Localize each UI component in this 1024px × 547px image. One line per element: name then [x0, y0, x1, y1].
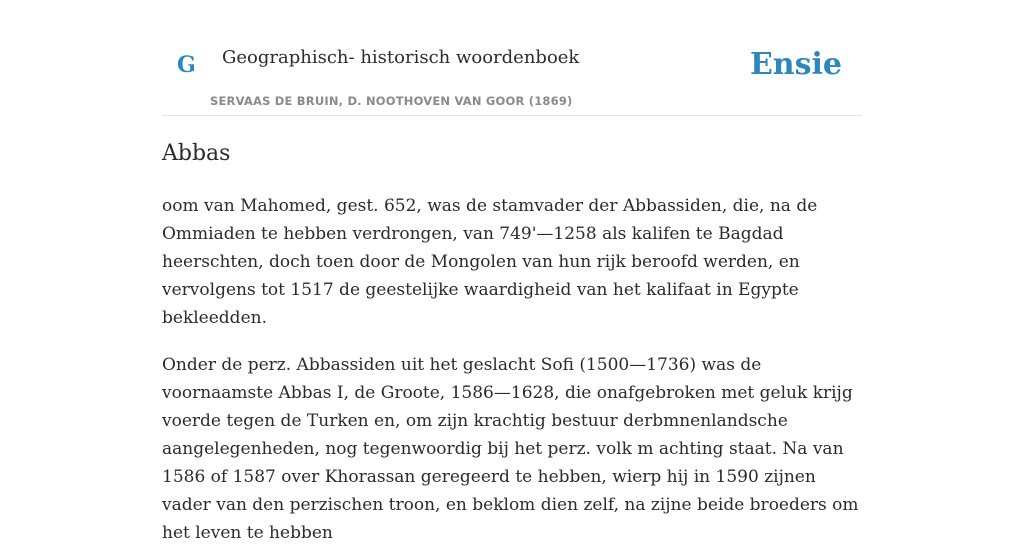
book-authors: SERVAAS DE BRUIN, D. NOOTHOVEN VAN GOOR (1869)	[210, 94, 573, 108]
page-header	[162, 0, 862, 116]
entry-paragraph: Onder de perz. Abbassiden uit het geslacht Sofi (1500—1736) was de voornaamste Abbas I, de Groote, 1586—1628, die onafgebroken met geluk krijg voerde tegen de Turken en, om zijn krachtig bestuur derbmnenlandsche aangelegenheden, nog tegenwoordig bij het perz. volk m achting staat. Na van 1586 of 1587 over Khorassan geregeerd te hebben, wierp hij in 1590 zijnen vader van den perzischen troon, en beklom dien zelf, na zijne beide broeders om het leven te hebben	[162, 355, 859, 543]
ensie-logo[interactable]: Ensie	[749, 47, 842, 82]
letter-logo[interactable]: G	[177, 52, 196, 78]
entry-content	[162, 138, 862, 547]
entry-title: Abbas	[162, 141, 231, 166]
book-title[interactable]: Geographisch- historisch woordenboek	[222, 47, 580, 68]
entry-paragraph: oom van Mahomed, gest. 652, was de stamvader der Abbassiden, die, na de Ommiaden te hebben verdrongen, van 749'—1258 als kalifen te Bagdad heerschten, doch toen door de Mongolen van hun rijk beroofd werden, en vervolgens tot 1517 de geestelijke waardigheid van het kalifaat in Egypte bekleedden.	[162, 196, 818, 328]
